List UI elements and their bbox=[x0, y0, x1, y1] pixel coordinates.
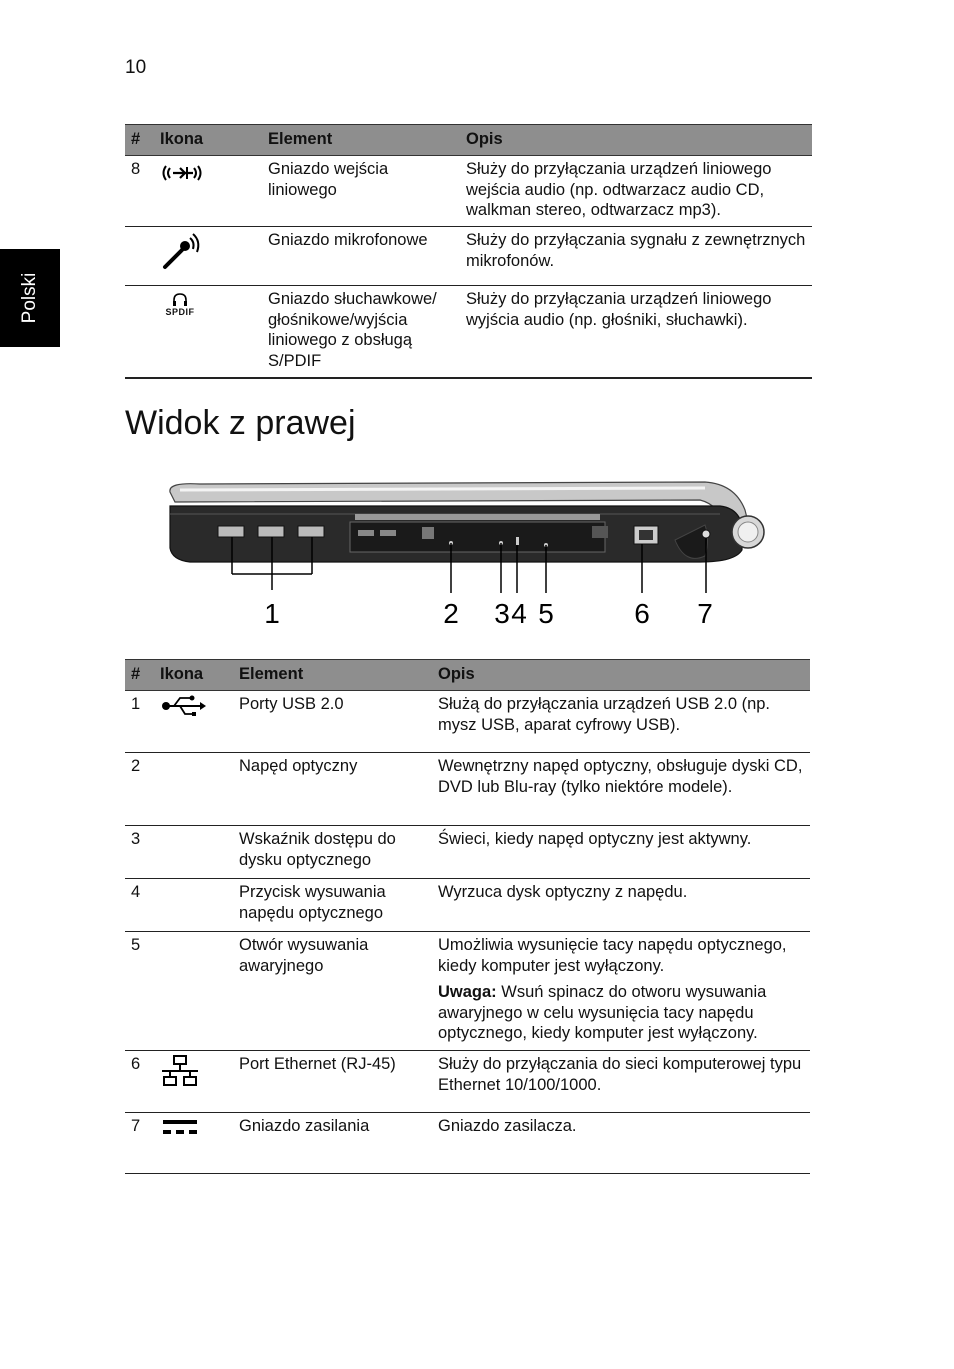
table-header-row bbox=[125, 125, 812, 156]
language-tab-label: Polski bbox=[19, 272, 40, 324]
row-element: Przycisk wysuwania napędu optycznego bbox=[233, 879, 432, 932]
callout-4: 4 bbox=[511, 598, 527, 629]
table-row bbox=[125, 286, 812, 378]
row-element: Wskaźnik dostępu do dysku optycznego bbox=[233, 826, 432, 879]
header-icon: Ikona bbox=[154, 660, 233, 691]
row-note bbox=[438, 982, 804, 1044]
note-text: Wsuń spinacz do otworu wysuwania awaryjnego w celu wysunięcia tacy napędu optycznego, kiedy komputer jest wyłączony. bbox=[438, 983, 767, 1042]
row-description: Umożliwia wysunięcie tacy napędu optycznego, kiedy komputer jest wyłączony. bbox=[438, 936, 787, 975]
table-row bbox=[125, 227, 812, 286]
row-number: 6 bbox=[125, 1051, 154, 1113]
language-tab bbox=[0, 249, 60, 347]
microphone-icon bbox=[160, 230, 206, 272]
header-number: # bbox=[125, 660, 154, 691]
table-header-row bbox=[125, 660, 810, 691]
line-in-icon bbox=[160, 159, 204, 189]
page-number: 10 bbox=[125, 57, 147, 78]
header-description: Opis bbox=[432, 660, 810, 691]
header-number: # bbox=[125, 125, 154, 156]
dc-power-icon bbox=[160, 1116, 200, 1138]
callout-1: 1 bbox=[264, 598, 280, 629]
row-description: Wyrzuca dysk optyczny z napędu. bbox=[432, 879, 810, 932]
callout-5: 5 bbox=[538, 598, 554, 629]
row-number: 8 bbox=[125, 156, 154, 227]
right-side-ports-table bbox=[125, 659, 810, 1174]
header-icon: Ikona bbox=[154, 125, 262, 156]
header-description: Opis bbox=[460, 125, 812, 156]
table-row bbox=[125, 156, 812, 227]
row-description: Służy do przyłączania sygnału z zewnętrznych mikrofonów. bbox=[460, 227, 812, 286]
row-description: Świeci, kiedy napęd optyczny jest aktywny. bbox=[432, 826, 810, 879]
row-element: Napęd optyczny bbox=[233, 753, 432, 826]
row-number: 4 bbox=[125, 879, 154, 932]
row-number: 5 bbox=[125, 932, 154, 1051]
header-element: Element bbox=[262, 125, 460, 156]
row-element: Gniazdo mikrofonowe bbox=[262, 227, 460, 286]
callout-2: 2 bbox=[443, 598, 459, 629]
spdif-text: SPDIF bbox=[165, 307, 195, 317]
row-number: 2 bbox=[125, 753, 154, 826]
table-row bbox=[125, 1051, 810, 1113]
row-element: Gniazdo wejścia liniowego bbox=[262, 156, 460, 227]
row-number: 7 bbox=[125, 1113, 154, 1174]
row-description: Gniazdo zasilacza. bbox=[432, 1113, 810, 1174]
headphone-spdif-icon bbox=[160, 289, 200, 317]
callout-6: 6 bbox=[634, 598, 650, 629]
row-description: Służy do przyłączania urządzeń liniowego wyjścia audio (np. głośniki, słuchawki). bbox=[460, 286, 812, 378]
row-element: Gniazdo słuchawkowe/ głośnikowe/wyjścia liniowego z obsługą S/PDIF bbox=[262, 286, 460, 378]
usb-icon bbox=[160, 694, 206, 718]
ethernet-icon bbox=[160, 1054, 200, 1088]
callout-3: 3 bbox=[494, 598, 510, 629]
row-number bbox=[125, 227, 154, 286]
row-element: Port Ethernet (RJ-45) bbox=[233, 1051, 432, 1113]
table-row bbox=[125, 753, 810, 826]
table-row bbox=[125, 879, 810, 932]
row-number bbox=[125, 286, 154, 378]
table-row bbox=[125, 826, 810, 879]
row-number: 3 bbox=[125, 826, 154, 879]
callout-7: 7 bbox=[697, 598, 713, 629]
row-description: Służy do przyłączania do sieci komputerowej typu Ethernet 10/100/1000. bbox=[432, 1051, 810, 1113]
row-element: Porty USB 2.0 bbox=[233, 691, 432, 753]
table-row bbox=[125, 1113, 810, 1174]
row-element: Gniazdo zasilania bbox=[233, 1113, 432, 1174]
laptop-right-side-diagram bbox=[160, 470, 780, 630]
note-label: Uwaga: bbox=[438, 983, 497, 1001]
row-number: 1 bbox=[125, 691, 154, 753]
section-title: Widok z prawej bbox=[125, 404, 356, 442]
header-element: Element bbox=[233, 660, 432, 691]
row-description: Służy do przyłączania urządzeń liniowego wejścia audio (np. odtwarzacz audio CD, walkman stereo, odtwarzacz mp3). bbox=[460, 156, 812, 227]
row-description: Wewnętrzny napęd optyczny, obsługuje dyski CD, DVD lub Blu-ray (tylko niektóre modele). bbox=[432, 753, 810, 826]
row-description: Służą do przyłączania urządzeń USB 2.0 (np. mysz USB, aparat cyfrowy USB). bbox=[432, 691, 810, 753]
audio-ports-table bbox=[125, 124, 812, 379]
table-row bbox=[125, 691, 810, 753]
row-element: Otwór wysuwania awaryjnego bbox=[233, 932, 432, 1051]
table-row bbox=[125, 932, 810, 1051]
